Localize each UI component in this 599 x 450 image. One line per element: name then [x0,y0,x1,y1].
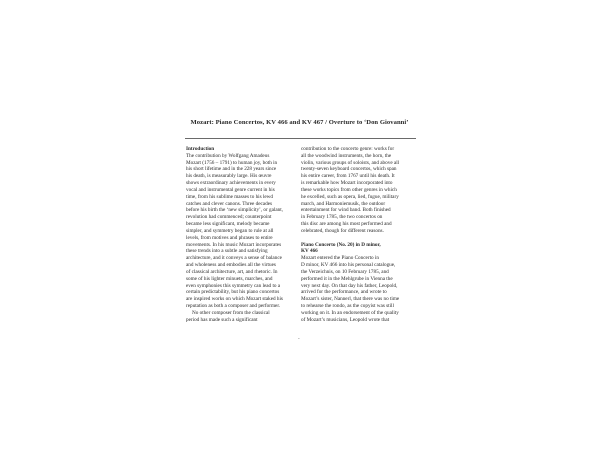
text-line: D minor, KV 466 into his personal catalogue, [301,262,396,269]
text-line: march, and Harmoniemusik, the outdoor [301,200,386,207]
page-marker: - [298,337,300,342]
text-line: all the woodwind instruments, the horn, the [301,152,392,159]
text-line: and wholeness and embodies all the virtues [186,262,276,269]
section-heading-concerto-kv466 [301,242,415,256]
introduction-paragraph-3 [301,146,415,235]
text-line: levels, from motives and phrases to entire [186,234,273,241]
text-line: simpler, and symmetry began to rule at all [186,227,274,234]
text-line: arrived for the performance, and wrote to [301,289,387,296]
text-line: working on it. In an endorsement of the quality [301,309,399,316]
title-rule [185,138,416,139]
text-line: are inspired works on which Mozart staked his [186,296,283,303]
text-line: The contribution by Wolfgang Amadeus [186,152,270,159]
text-line: certain predictability, but his piano concertos [186,289,280,296]
text-line: some of his lighter minuets, marches, and [186,275,273,282]
text-line: became less significant, melody became [186,221,270,228]
text-line: catches and clever canons. Three decades [186,200,273,207]
text-line: time, from his sublime masses to his lewd [186,193,274,200]
text-line: the Verzeichnis, on 10 February 1785, and [301,268,389,275]
text-line: twenty-seven keyboard concertos, which span [301,166,397,173]
text-line: of classical architecture, art, and rhetoric. In [186,268,278,275]
text-line: this disc are among his most performed and [301,221,392,228]
concerto-kv466-paragraph [301,255,415,323]
text-line: Mozart (1756 – 1791) to human joy, both in [186,159,278,166]
text-line: even symphonies this symmetry can lead to a [186,282,281,289]
text-line: performed it in the Mehlgrube in Vienna the [301,275,393,282]
text-line: architecture, and it conveys a sense of balance [186,255,282,262]
section-heading-introduction: Introduction [186,146,215,152]
text-line: movements. In his music Mozart incorporates [186,241,282,248]
text-line: shows extraordinary achievements in every [186,180,276,187]
left-column [186,146,290,324]
text-line: revolution had commenced; counterpoint [186,214,272,221]
text-line: these works topics from other genres in which [301,186,397,193]
introduction-paragraph-2 [186,310,290,324]
text-line: entertainment for wind band. Both finished [301,207,391,214]
text-line: these trends into a subtle and satisfying [186,248,268,255]
text-line: his death, is measurably large. His œuvre [186,173,272,180]
text-line: his entire career, from 1767 until his death. It [301,173,395,180]
text-line: vocal and instrumental genre current in his [186,186,275,193]
page-title: Mozart: Piano Concertos, KV 466 and KV 467 / Overture to ‘Don Giovanni’ [190,119,409,126]
text-line: period has made such a significant [186,316,258,323]
text-line: reputation as both a composer and performer. [186,303,281,310]
text-line: very next day. On that day his father, Leopold, [301,282,398,289]
text-line: Mozart’s sister, Nannerl, that there was no time [301,296,400,303]
text-line: violin, various groups of soloists, and above all [301,159,400,166]
text-line: contribution to the concerto genre: works for [301,146,395,152]
heading-line: KV 466 [301,248,318,255]
text-line: his short lifetime and in the 228 years since [186,166,277,173]
text-line: to rehearse the rondo, as the copyist was still [301,303,394,310]
text-line: No other composer from the classical [192,309,270,316]
introduction-paragraph-1 [186,153,290,310]
text-line: is remarkable how Mozart incorporated into [301,180,393,187]
text-line: in February 1785, the two concertos on [301,214,383,221]
text-line: he excelled, such as opera, lied, fugue, military [301,193,399,200]
text-line: Mozart entered the Piano Concerto in [301,255,379,262]
heading-line: Piano Concerto (No. 20) in D minor, [301,241,381,248]
text-line: before his birth the ‘new simplicity’, or galant, [186,207,283,214]
right-column [301,146,415,324]
text-line: celebrated, though for different reasons. [301,227,384,234]
text-line: of Mozart’s musicians, Leopold wrote that [301,316,390,323]
